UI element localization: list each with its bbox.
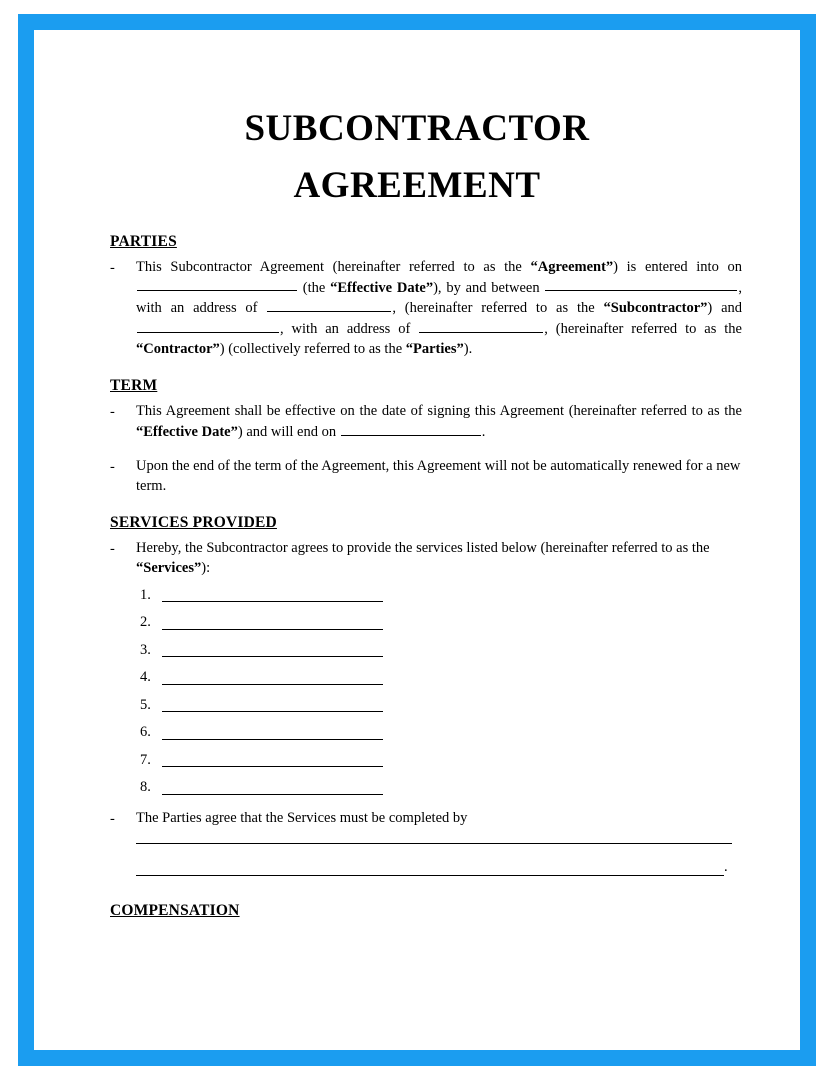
section-heading-services-provided: SERVICES PROVIDED bbox=[110, 513, 277, 531]
list-item bbox=[92, 588, 742, 603]
blank-subcontractor-name[interactable] bbox=[545, 277, 737, 292]
service-blank-8[interactable] bbox=[162, 784, 383, 795]
parties-text-5: , with an address of bbox=[136, 279, 742, 317]
services-paragraph-1 bbox=[136, 538, 742, 578]
service-blank-5[interactable] bbox=[162, 701, 383, 712]
service-blank-2[interactable] bbox=[162, 619, 383, 630]
section-heading-parties: PARTIES bbox=[110, 232, 177, 250]
services-bullet-2 bbox=[92, 808, 742, 829]
parties-text-1: This Subcontractor Agreement (hereinafter referred to as the bbox=[136, 258, 531, 275]
bullet-marker: - bbox=[110, 810, 115, 827]
services-bullet-1 bbox=[92, 538, 742, 578]
list-item-number: 8. bbox=[140, 779, 151, 796]
list-item-number: 6. bbox=[140, 724, 151, 741]
bullet-marker: - bbox=[110, 403, 115, 420]
parties-text-8: , with an address of bbox=[280, 320, 419, 337]
parties-text-9: , (hereinafter referred to as the bbox=[544, 320, 742, 337]
section-heading-compensation: COMPENSATION bbox=[110, 901, 240, 919]
blank-contractor-name[interactable] bbox=[137, 318, 279, 333]
list-item bbox=[92, 615, 742, 630]
services-text-1: Hereby, the Subcontractor agrees to provide the services listed below (hereinafter referred to as the bbox=[136, 539, 710, 556]
list-item-number: 2. bbox=[140, 614, 151, 631]
services-text-2: ): bbox=[201, 559, 211, 576]
service-blank-4[interactable] bbox=[162, 674, 383, 685]
blank-term-end-date[interactable] bbox=[341, 421, 481, 436]
term-effective-date-2: “Effective Date” bbox=[136, 423, 238, 440]
term-parties: “Parties” bbox=[405, 340, 464, 357]
bullet-marker: - bbox=[110, 540, 115, 557]
list-item bbox=[92, 643, 742, 658]
list-item bbox=[92, 753, 742, 768]
parties-text-3: (the bbox=[298, 279, 331, 296]
list-item bbox=[92, 780, 742, 795]
term-contractor: “Contractor” bbox=[136, 340, 220, 357]
parties-paragraph bbox=[136, 257, 742, 359]
term-bullet-2 bbox=[92, 456, 742, 496]
term-text-3: . bbox=[481, 423, 486, 440]
term-agreement: “Agreement” bbox=[530, 258, 614, 275]
term-text-2: ) and will end on bbox=[237, 423, 340, 440]
completion-blank-line-2-wrap bbox=[136, 858, 732, 876]
bullet-marker: - bbox=[110, 458, 115, 475]
parties-text-10: ) (collectively referred to as the bbox=[219, 340, 406, 357]
page-title bbox=[92, 100, 742, 215]
parties-text-2: ) is entered into on bbox=[613, 258, 742, 275]
term-paragraph-2: Upon the end of the term of the Agreement, this Agreement will not be automatically renewed for a new term. bbox=[136, 457, 741, 494]
service-blank-7[interactable] bbox=[162, 756, 383, 767]
page-title-line2: AGREEMENT bbox=[293, 165, 541, 207]
term-text-1: This Agreement shall be effective on the date of signing this Agreement (hereinafter referred to as the bbox=[136, 402, 742, 419]
services-list bbox=[92, 588, 742, 795]
service-blank-3[interactable] bbox=[162, 646, 383, 657]
term-effective-date: “Effective Date” bbox=[330, 279, 434, 296]
term-bullet-1 bbox=[92, 401, 742, 442]
list-item-number: 4. bbox=[140, 669, 151, 686]
blank-effective-date[interactable] bbox=[137, 277, 297, 292]
parties-text-11: ). bbox=[463, 340, 473, 357]
parties-text-4: ), by and between bbox=[433, 279, 545, 296]
completion-blank-line-2[interactable] bbox=[136, 875, 724, 876]
list-item-number: 7. bbox=[140, 751, 151, 768]
service-blank-6[interactable] bbox=[162, 729, 383, 740]
page-title-line1: SUBCONTRACTOR bbox=[244, 108, 590, 149]
section-heading-term: TERM bbox=[110, 376, 158, 394]
list-item-number: 1. bbox=[140, 586, 151, 603]
list-item bbox=[92, 725, 742, 740]
completion-blank-line-1[interactable] bbox=[136, 843, 732, 844]
bullet-marker: - bbox=[110, 259, 115, 276]
service-blank-1[interactable] bbox=[162, 591, 383, 602]
list-item-number: 5. bbox=[140, 696, 151, 713]
term-subcontractor: “Subcontractor” bbox=[603, 300, 708, 317]
services-paragraph-2: The Parties agree that the Services must be completed by bbox=[136, 809, 468, 826]
parties-bullet bbox=[92, 257, 742, 359]
list-item bbox=[92, 698, 742, 713]
blank-subcontractor-address[interactable] bbox=[267, 297, 391, 312]
parties-text-6: , (hereinafter referred to as the bbox=[392, 300, 604, 317]
term-paragraph-1 bbox=[136, 401, 742, 442]
list-item-number: 3. bbox=[140, 641, 151, 658]
term-services: “Services” bbox=[136, 559, 202, 576]
list-item bbox=[92, 670, 742, 685]
blank-contractor-address[interactable] bbox=[419, 318, 543, 333]
parties-text-7: ) and bbox=[707, 300, 743, 317]
trailing-period: . bbox=[724, 858, 728, 875]
document-content bbox=[92, 100, 742, 926]
